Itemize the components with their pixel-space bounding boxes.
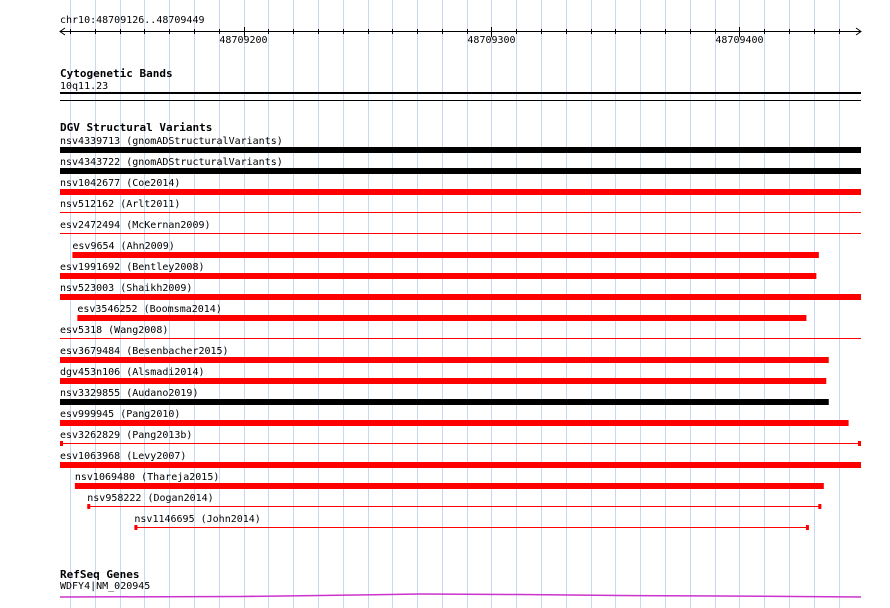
dgv-feature-cap (60, 441, 63, 446)
dgv-feature-label[interactable]: esv999945 (Pang2010) (60, 409, 181, 420)
dgv-feature-label[interactable]: nsv4339713 (gnomADStructuralVariants) (60, 136, 283, 147)
dgv-feature-label[interactable]: nsv512162 (Arlt2011) (60, 199, 181, 210)
dgv-feature-nsv3329855[interactable] (60, 399, 829, 405)
dgv-feature-cap (134, 525, 137, 530)
dgv-feature-esv1063968[interactable] (60, 462, 861, 468)
dgv-feature-label[interactable]: nsv1069480 (Thareja2015) (74, 472, 220, 483)
refseq-track-title[interactable]: RefSeq Genes (60, 568, 140, 581)
dgv-feature-label[interactable]: nsv958222 (Dogan2014) (87, 493, 214, 504)
dgv-feature-label[interactable]: nsv1042677 (Coe2014) (60, 178, 181, 189)
cytoband-label: 10q11.23 (60, 81, 109, 92)
dgv-feature-esv999945[interactable] (60, 420, 849, 426)
dgv-feature-label[interactable]: esv3546252 (Boomsma2014) (77, 304, 222, 315)
dgv-feature-nsv1069480[interactable] (75, 483, 824, 489)
ruler-tick-label: 48709300 (467, 35, 516, 46)
dgv-feature-label[interactable]: esv3679484 (Besenbacher2015) (60, 346, 229, 357)
dgv-track-title[interactable]: DGV Structural Variants (60, 121, 213, 134)
dgv-feature-nsv4343722[interactable] (60, 168, 861, 174)
dgv-feature-esv9654[interactable] (72, 252, 818, 258)
cytoband-track-title[interactable]: Cytogenetic Bands (60, 67, 173, 80)
dgv-feature-label[interactable]: nsv1146695 (John2014) (134, 514, 261, 525)
dgv-feature-label[interactable]: esv1991692 (Bentley2008) (60, 262, 205, 273)
dgv-feature-nsv4339713[interactable] (60, 147, 861, 153)
dgv-feature-label[interactable]: nsv4343722 (gnomADStructuralVariants) (60, 157, 283, 168)
dgv-feature-cap (818, 504, 821, 509)
cytoband-bar[interactable] (60, 92, 861, 94)
dgv-feature-cap (87, 504, 90, 509)
refseq-gene-glyph[interactable] (60, 594, 861, 597)
dgv-feature-label[interactable]: esv1063968 (Levy2007) (60, 451, 187, 462)
dgv-feature-label[interactable]: esv2472494 (McKernan2009) (60, 220, 211, 231)
dgv-feature-label[interactable]: esv3262829 (Pang2013b) (60, 430, 193, 441)
dgv-feature-label[interactable]: nsv3329855 (Audano2019) (60, 388, 199, 399)
dgv-feature-label[interactable]: dgv453n106 (Alsmadi2014) (60, 367, 205, 378)
location-label: chr10:48709126..48709449 (60, 15, 205, 26)
dgv-feature-label[interactable]: esv9654 (Ahn2009) (72, 241, 175, 252)
dgv-feature-nsv523003[interactable] (60, 294, 861, 300)
dgv-feature-cap (806, 525, 809, 530)
ruler-tick-label: 48709200 (219, 35, 268, 46)
ruler-tick-label: 48709400 (715, 35, 764, 46)
dgv-feature-esv1991692[interactable] (60, 273, 816, 279)
refseq-gene-label[interactable]: WDFY4|NM_020945 (60, 581, 151, 592)
dgv-feature-esv3679484[interactable] (60, 357, 829, 363)
dgv-feature-label[interactable]: esv5318 (Wang2008) (60, 325, 169, 336)
dgv-feature-esv3546252[interactable] (77, 315, 806, 321)
dgv-feature-dgv453n106[interactable] (60, 378, 826, 384)
dgv-feature-label[interactable]: nsv523003 (Shaikh2009) (60, 283, 193, 294)
dgv-feature-cap (858, 441, 861, 446)
dgv-feature-nsv1042677[interactable] (60, 189, 861, 195)
